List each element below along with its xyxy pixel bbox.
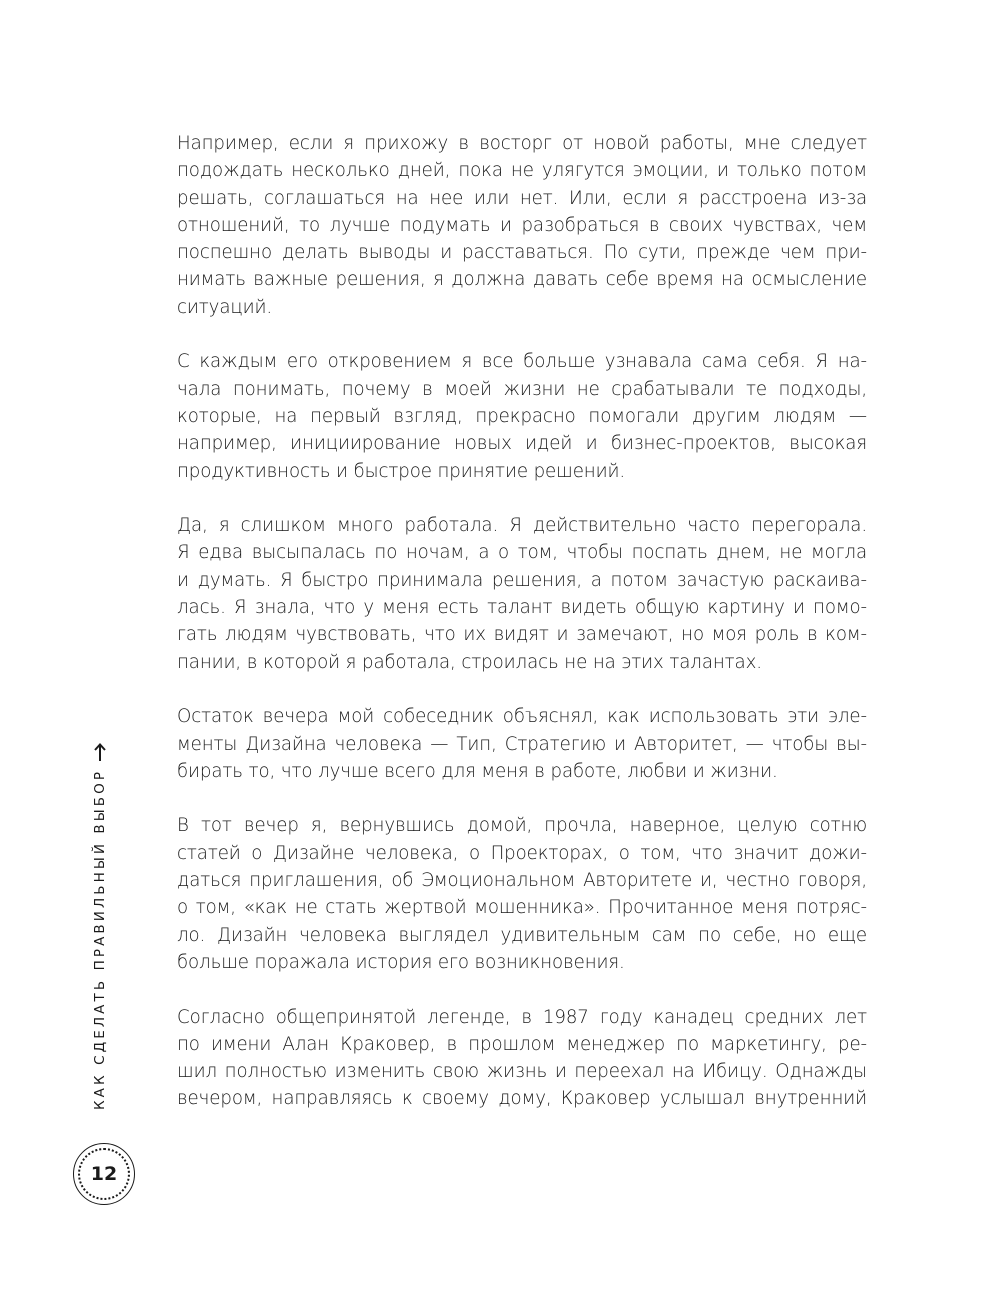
- text-line: отношений, то лучше подумать и разобраться в своих чувствах, чем: [177, 214, 867, 236]
- paragraph: [177, 348, 867, 484]
- text-line: даться приглашения, об Эмоциональном Авторитете и, честно говоря,: [177, 870, 867, 892]
- paragraph: [177, 812, 867, 976]
- text-line: Да, я слишком много работала. Я действительно часто перегорала.: [177, 515, 867, 537]
- text-line: подождать несколько дней, пока не улягутся эмоции, и только потом: [177, 160, 867, 182]
- text-line: пании, в которой я работала, строилась не на этих талантах.: [177, 651, 762, 673]
- text-line: о том, «как не стать жертвой мошенника». Прочитанное меня потряс-: [177, 897, 867, 919]
- text-line: и думать. Я быстро принимала решения, а потом зачастую раскаива-: [177, 569, 867, 591]
- text-line: например, инициирование новых идей и бизнес-проектов, высокая: [177, 433, 867, 455]
- text-line: С каждым его откровением я все больше узнавала сама себя. Я на-: [177, 351, 867, 373]
- text-line: которые, на первый взгляд, прекрасно помогали другим людям —: [177, 405, 867, 427]
- text-line: поспешно делать выводы и расставаться. По сути, прежде чем при-: [177, 242, 867, 264]
- running-head: [92, 743, 108, 1110]
- paragraph: [177, 512, 867, 676]
- page-number-badge: [73, 1143, 135, 1205]
- text-line: бирать то, что лучше всего для меня в работе, любви и жизни.: [177, 760, 778, 782]
- paragraph: [177, 1004, 867, 1113]
- text-line: статей о Дизайне человека, о Проекторах, о том, что значит дожи-: [177, 842, 867, 864]
- text-line: менты Дизайна человека — Тип, Стратегию и Авторитет, — чтобы вы-: [177, 733, 867, 755]
- text-line: Я едва высыпалась по ночам, а о том, чтобы поспать днем, не могла: [177, 542, 867, 564]
- text-line: В тот вечер я, вернувшись домой, прочла, наверное, целую сотню: [177, 815, 867, 837]
- text-line: нимать важные решения, я должна давать себе время на осмысление: [177, 269, 867, 291]
- text-line: больше поражала история его возникновения.: [177, 951, 625, 973]
- text-line: ситуаций.: [177, 296, 273, 318]
- text-line: решать, соглашаться на нее или нет. Или, если я расстроена из-за: [177, 187, 867, 209]
- running-head-title: КАК СДЕЛАТЬ ПРАВИЛЬНЫЙ ВЫБОР: [92, 768, 108, 1110]
- text-line: по имени Алан Краковер, в прошлом менеджер по маркетингу, ре-: [177, 1033, 867, 1055]
- text-line: шил полностью изменить свою жизнь и переехал на Ибицу. Однажды: [177, 1061, 867, 1083]
- text-line: вечером, направляясь к своему дому, Краковер услышал внутренний: [177, 1088, 867, 1110]
- text-line: гать людям чувствовать, что их видят и замечают, но моя роль в ком-: [177, 624, 867, 646]
- text-line: лась. Я знала, что у меня есть талант видеть общую картину и помо-: [177, 597, 867, 619]
- paragraph: [177, 703, 867, 785]
- text-line: Согласно общепринятой легенде, в 1987 году канадец средних лет: [177, 1006, 867, 1028]
- body-text: [177, 130, 867, 1140]
- text-line: Остаток вечера мой собеседник объяснял, как использовать эти эле-: [177, 706, 867, 728]
- text-line: ло. Дизайн человека выглядел удивительным сам по себе, но еще: [177, 924, 867, 946]
- paragraph: [177, 130, 867, 321]
- arrow-right-icon: [94, 743, 106, 761]
- text-line: Например, если я прихожу в восторг от новой работы, мне следует: [177, 133, 867, 154]
- page-number: 12: [90, 1163, 118, 1185]
- text-line: продуктивность и быстрое принятие решений.: [177, 460, 626, 482]
- text-line: чала понимать, почему в моей жизни не срабатывали те подходы,: [177, 378, 867, 400]
